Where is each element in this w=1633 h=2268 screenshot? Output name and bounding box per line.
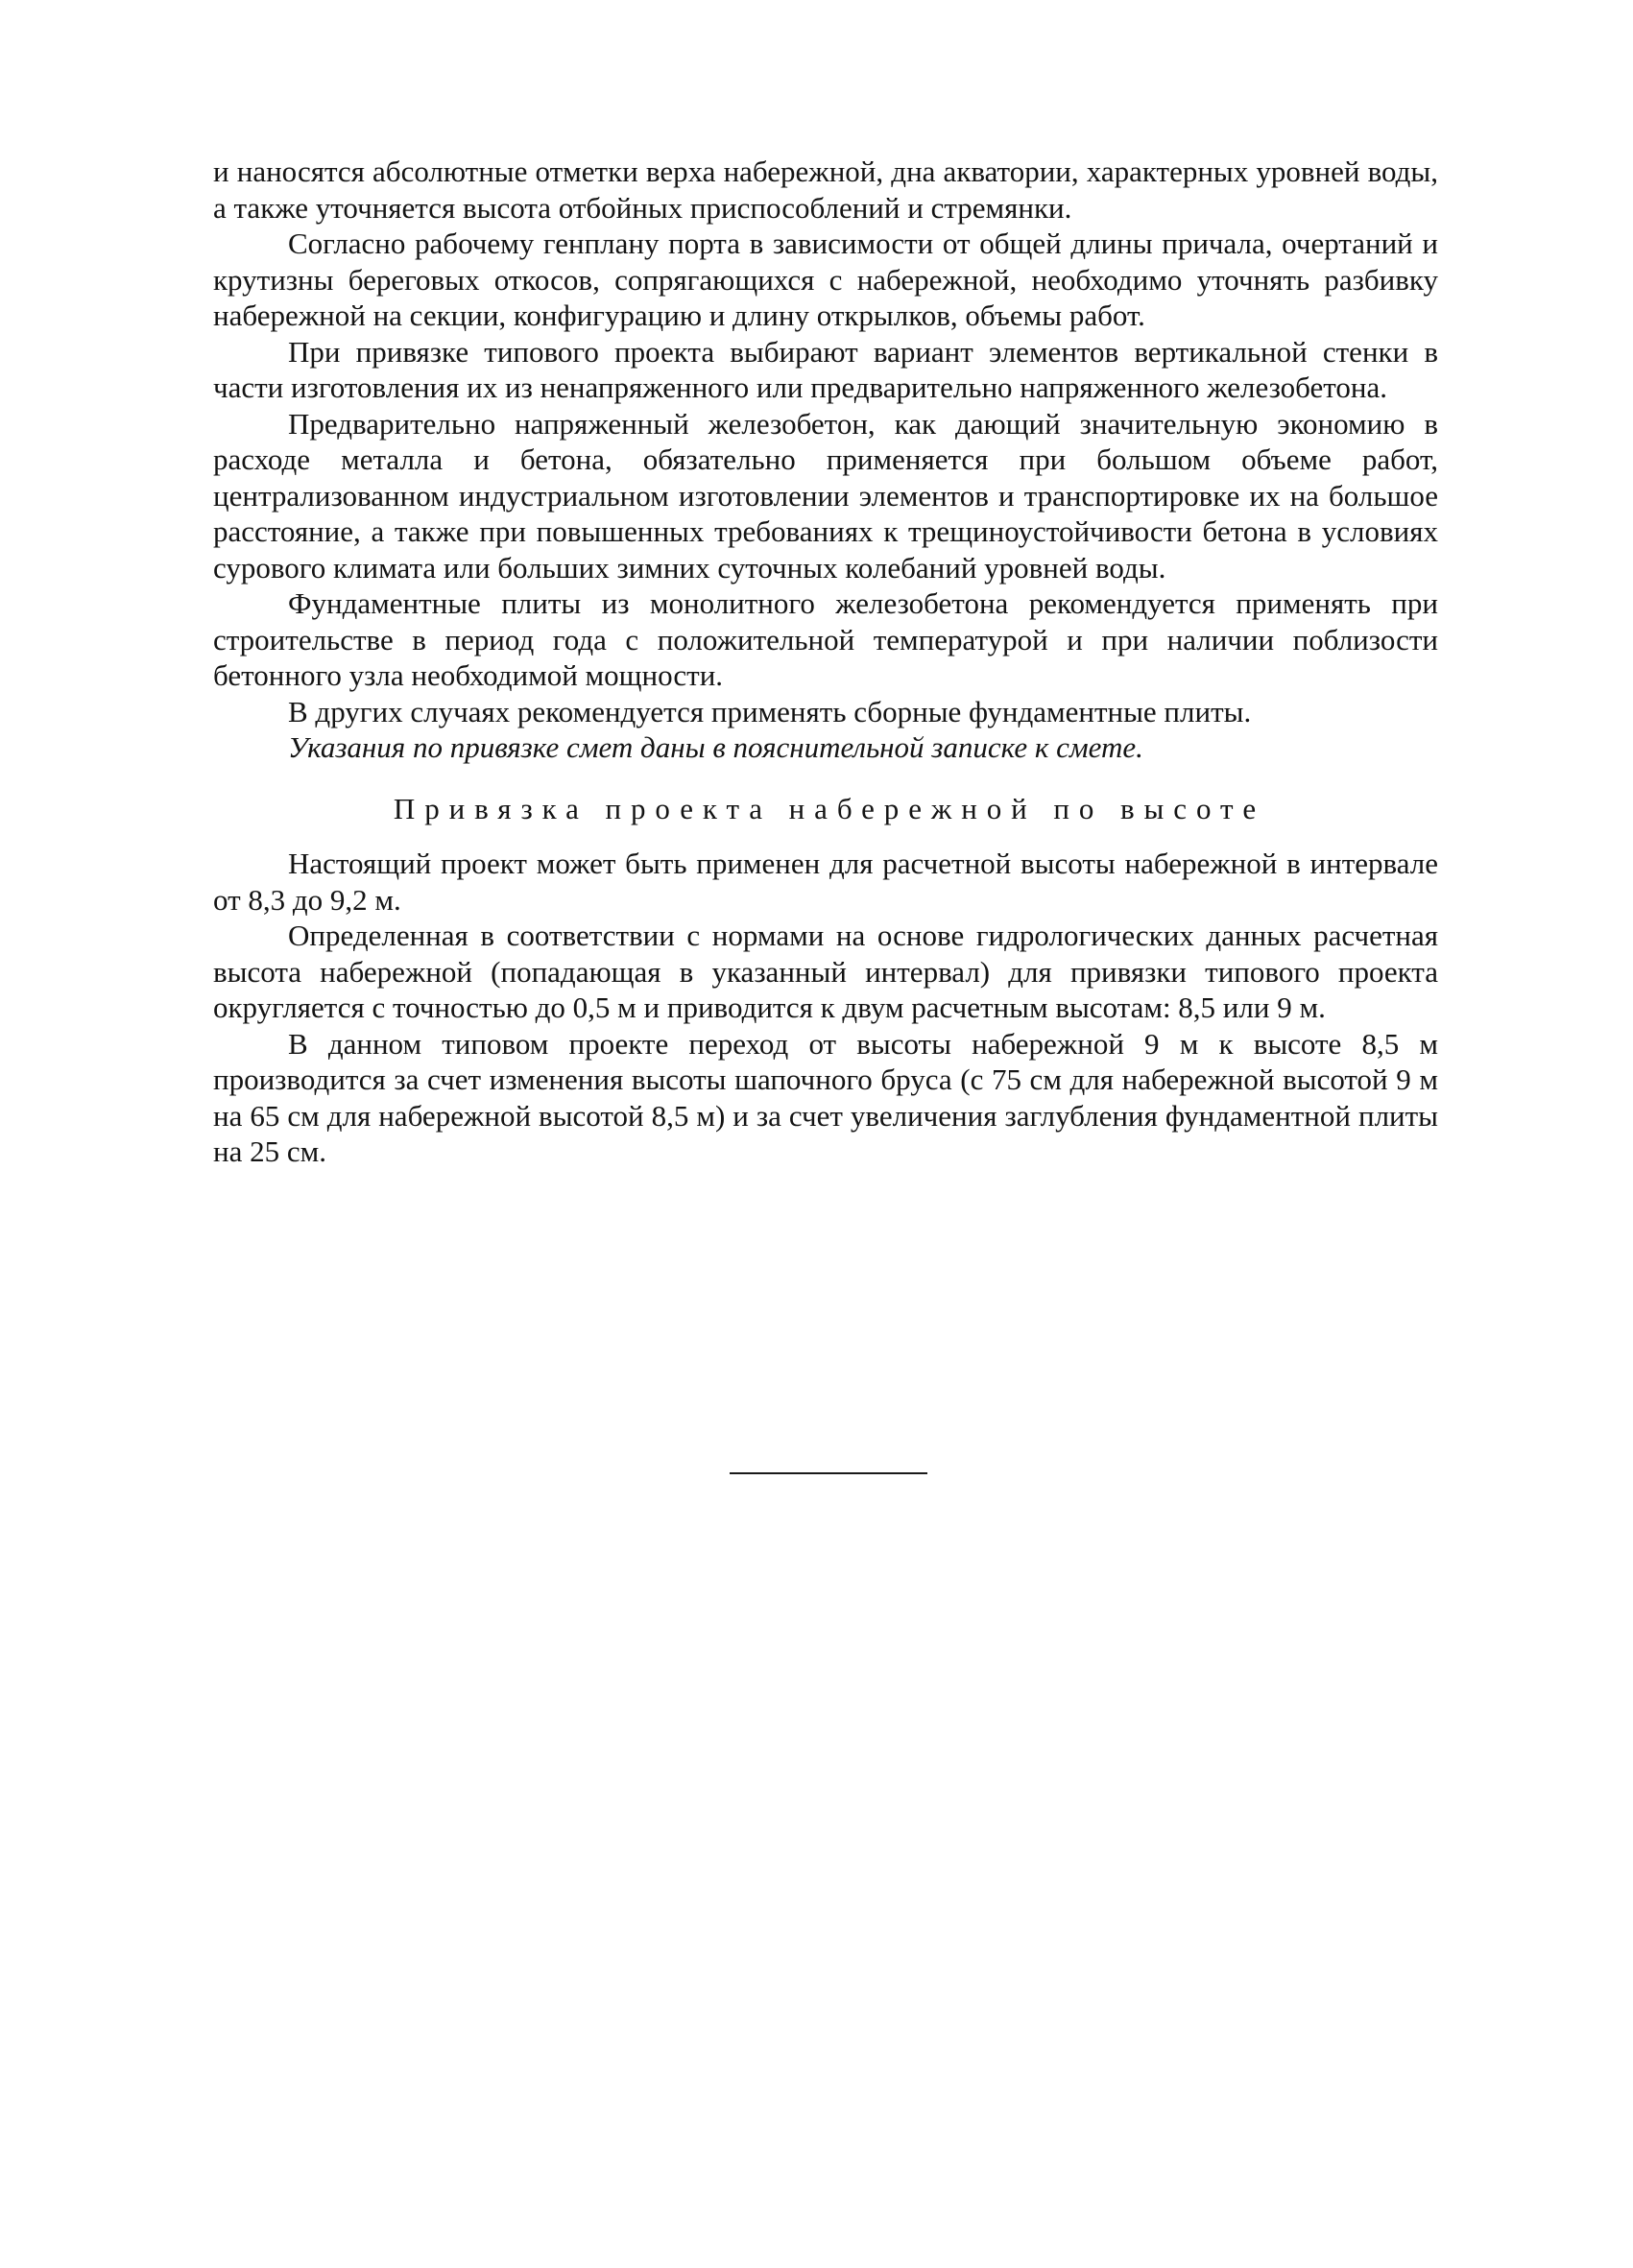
paragraph-height-range: Настоящий проект может быть применен для расчетной высоты набережной в интервале от 8,3 до 9,2 м. bbox=[213, 847, 1438, 917]
paragraph-wall-variant: При привязке типового проекта выбирают вариант элементов вертикальной стенки в части изготовления их из ненапряженного или предварительно напряженного железобетона. bbox=[213, 334, 1438, 404]
paragraph-general-plan: Согласно рабочему генплану порта в зависимости от общей длины причала, очертаний и крутизны береговых откосов, сопрягающихся с набережной, необходимо уточнять разбивку набережной на секции, конфигурацию и длину открылков, объемы работ. bbox=[213, 227, 1438, 332]
paragraph-prestressed-concrete: Предварительно напряженный железобетон, как дающий значительную экономию в расходе металла и бетона, обязательно применяется при большом объеме работ, централизованном индустриальном изготовлении элементов и транспортировке их на большое расстояние, а также при повышенных требованиях к трещиноустойчивости бетона в условиях сурового климата или больших зимних суточных колебаний уровней воды. bbox=[213, 406, 1438, 585]
paragraph-height-transition: В данном типовом проекте переход от высоты набережной 9 м к высоте 8,5 м производится за счет изменения высоты шапочного бруса (с 75 см для набережной высотой 9 м на 65 см для набережной высотой 8,5 м) и за счет увеличения заглубления фундаментной плиты на 25 см. bbox=[213, 1026, 1438, 1168]
paragraph-foundation-slabs: Фундаментные плиты из монолитного железобетона рекомендуется применять при строительстве в период года с положительной температурой и при наличии поблизости бетонного узла необходимой мощности. bbox=[213, 586, 1438, 692]
paragraph-precast-slabs: В других случаях рекомендуется применять сборные фундаментные плиты. bbox=[288, 694, 1252, 728]
paragraph-height-rounding: Определенная в соответствии с нормами на основе гидрологических данных расчетная высота набережной (попадающая в указанный интервал) для привязки типового проекта округляется с точностью до 0,5 м и приводится к двум расчетным высотам: 8,5 или 9 м. bbox=[213, 919, 1438, 1024]
paragraph-continuation: и наносятся абсолютные отметки верха набережной, дна акватории, характерных уровней воды, а также уточняется высота отбойных приспособлений и стремянки. bbox=[213, 155, 1438, 225]
paragraph-estimates-note: Указания по привязке смет даны в пояснительной записке к смете. bbox=[288, 730, 1143, 764]
section-heading: Привязка проекта набережной по высоте bbox=[393, 791, 1266, 825]
document-body bbox=[213, 154, 1438, 1170]
end-rule bbox=[730, 1472, 927, 1474]
